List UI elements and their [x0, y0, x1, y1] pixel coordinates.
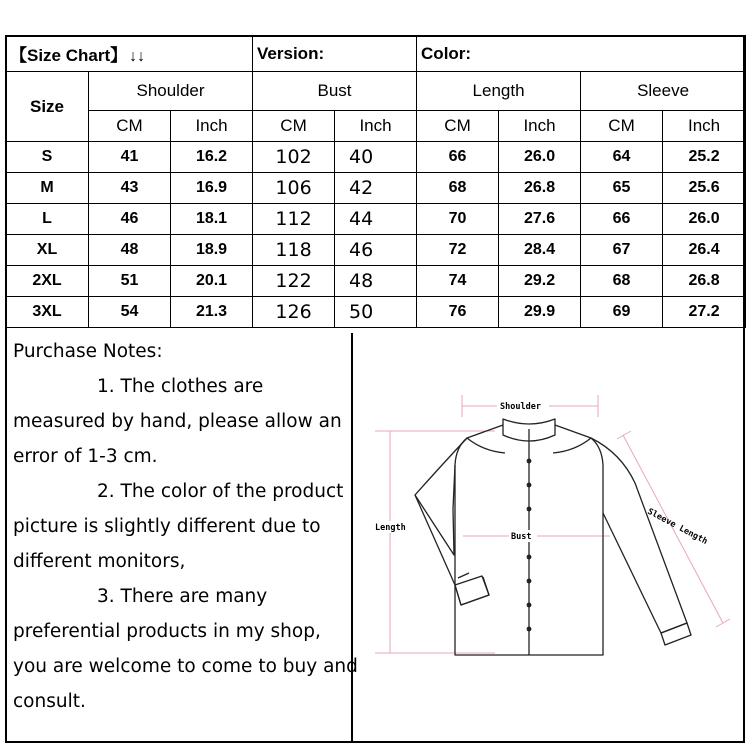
unit-cm: CM [581, 111, 663, 142]
shoulder-cm-cell: 48 [89, 235, 171, 266]
length-cm-cell: 76 [417, 297, 499, 328]
shoulder-inch-cell: 18.9 [171, 235, 253, 266]
shoulder-inch-cell: 16.2 [171, 142, 253, 173]
table-row [6, 142, 746, 173]
sleeve-inch-cell: 25.6 [663, 173, 746, 204]
shoulder-cm-cell: 46 [89, 204, 171, 235]
unit-inch: Inch [499, 111, 581, 142]
note-line: 2. The color of the product [97, 481, 344, 502]
length-inch-cell: 28.4 [499, 235, 581, 266]
shoulder-header: Shoulder [89, 72, 253, 111]
note-line: consult. [13, 691, 86, 712]
bust-inch-cell: 48 [335, 266, 417, 297]
unit-inch: Inch [171, 111, 253, 142]
sleeve-cm-cell: 66 [581, 204, 663, 235]
length-inch-cell: 26.8 [499, 173, 581, 204]
size-chart-title: 【Size Chart】 [10, 46, 128, 65]
bust-cm-cell: 118 [253, 235, 335, 266]
unit-inch: Inch [335, 111, 417, 142]
length-cm-cell: 74 [417, 266, 499, 297]
length-inch-cell: 27.6 [499, 204, 581, 235]
shoulder-cm-cell: 41 [89, 142, 171, 173]
unit-cm: CM [417, 111, 499, 142]
size-chart-title-cell [6, 36, 253, 72]
note-line: 1. The clothes are [97, 376, 264, 397]
shirt-outline [415, 419, 691, 655]
version-label: Version: [253, 36, 417, 72]
bust-inch-cell: 42 [335, 173, 417, 204]
length-inch-cell: 29.2 [499, 266, 581, 297]
length-label: Length [375, 523, 406, 533]
sleeve-length-label: Sleeve Length [645, 506, 710, 547]
sleeve-inch-cell: 26.8 [663, 266, 746, 297]
color-label: Color: [417, 36, 746, 72]
shirt-diagram [355, 333, 743, 741]
shirt-measurement-illustration [355, 333, 743, 741]
bust-cm-cell: 122 [253, 266, 335, 297]
bust-cm-cell: 126 [253, 297, 335, 328]
unit-cm: CM [253, 111, 335, 142]
size-cell: S [6, 142, 89, 173]
length-inch-cell: 29.9 [499, 297, 581, 328]
sleeve-inch-cell: 26.4 [663, 235, 746, 266]
note-line: picture is slightly different due to [13, 516, 321, 537]
sleeve-cm-cell: 68 [581, 266, 663, 297]
size-cell: L [6, 204, 89, 235]
size-cell: M [6, 173, 89, 204]
note-line: error of 1-3 cm. [13, 446, 158, 467]
table-row [6, 266, 746, 297]
bust-inch-cell: 50 [335, 297, 417, 328]
sleeve-cm-cell: 64 [581, 142, 663, 173]
bust-inch-cell: 44 [335, 204, 417, 235]
length-cm-cell: 68 [417, 173, 499, 204]
bust-inch-cell: 40 [335, 142, 417, 173]
unit-cm: CM [89, 111, 171, 142]
length-cm-cell: 72 [417, 235, 499, 266]
sleeve-cm-cell: 65 [581, 173, 663, 204]
sleeve-inch-cell: 25.2 [663, 142, 746, 173]
shoulder-inch-cell: 20.1 [171, 266, 253, 297]
sleeve-header: Sleeve [581, 72, 746, 111]
length-cm-cell: 66 [417, 142, 499, 173]
size-cell: 2XL [6, 266, 89, 297]
table-row [6, 204, 746, 235]
sleeve-inch-cell: 27.2 [663, 297, 746, 328]
sleeve-cm-cell: 67 [581, 235, 663, 266]
table-row [6, 235, 746, 266]
shoulder-cm-cell: 54 [89, 297, 171, 328]
bust-header: Bust [253, 72, 417, 111]
notes-heading: Purchase Notes: [13, 341, 163, 362]
shoulder-cm-cell: 43 [89, 173, 171, 204]
size-cell: XL [6, 235, 89, 266]
sleeve-cm-cell: 69 [581, 297, 663, 328]
table-row [6, 297, 746, 328]
size-cell: 3XL [6, 297, 89, 328]
purchase-notes [7, 333, 358, 741]
note-line: 3. There are many [97, 586, 268, 607]
unit-inch: Inch [663, 111, 746, 142]
bust-inch-cell: 46 [335, 235, 417, 266]
note-line: different monitors, [13, 551, 186, 572]
sleeve-inch-cell: 26.0 [663, 204, 746, 235]
shoulder-label: Shoulder [500, 402, 541, 412]
shoulder-inch-cell: 18.1 [171, 204, 253, 235]
bust-cm-cell: 106 [253, 173, 335, 204]
length-inch-cell: 26.0 [499, 142, 581, 173]
note-line: measured by hand, please allow an [13, 411, 342, 432]
note-line: you are welcome to come to buy and [13, 656, 358, 677]
shoulder-cm-cell: 51 [89, 266, 171, 297]
bust-label: Bust [511, 532, 532, 542]
down-arrows-icon: ↓↓ [129, 48, 146, 65]
shoulder-inch-cell: 16.9 [171, 173, 253, 204]
length-cm-cell: 70 [417, 204, 499, 235]
length-header: Length [417, 72, 581, 111]
size-chart-table [5, 35, 746, 328]
bust-cm-cell: 112 [253, 204, 335, 235]
note-line: preferential products in my shop, [13, 621, 321, 642]
size-header: Size [6, 72, 89, 142]
bust-cm-cell: 102 [253, 142, 335, 173]
table-row [6, 173, 746, 204]
shoulder-inch-cell: 21.3 [171, 297, 253, 328]
